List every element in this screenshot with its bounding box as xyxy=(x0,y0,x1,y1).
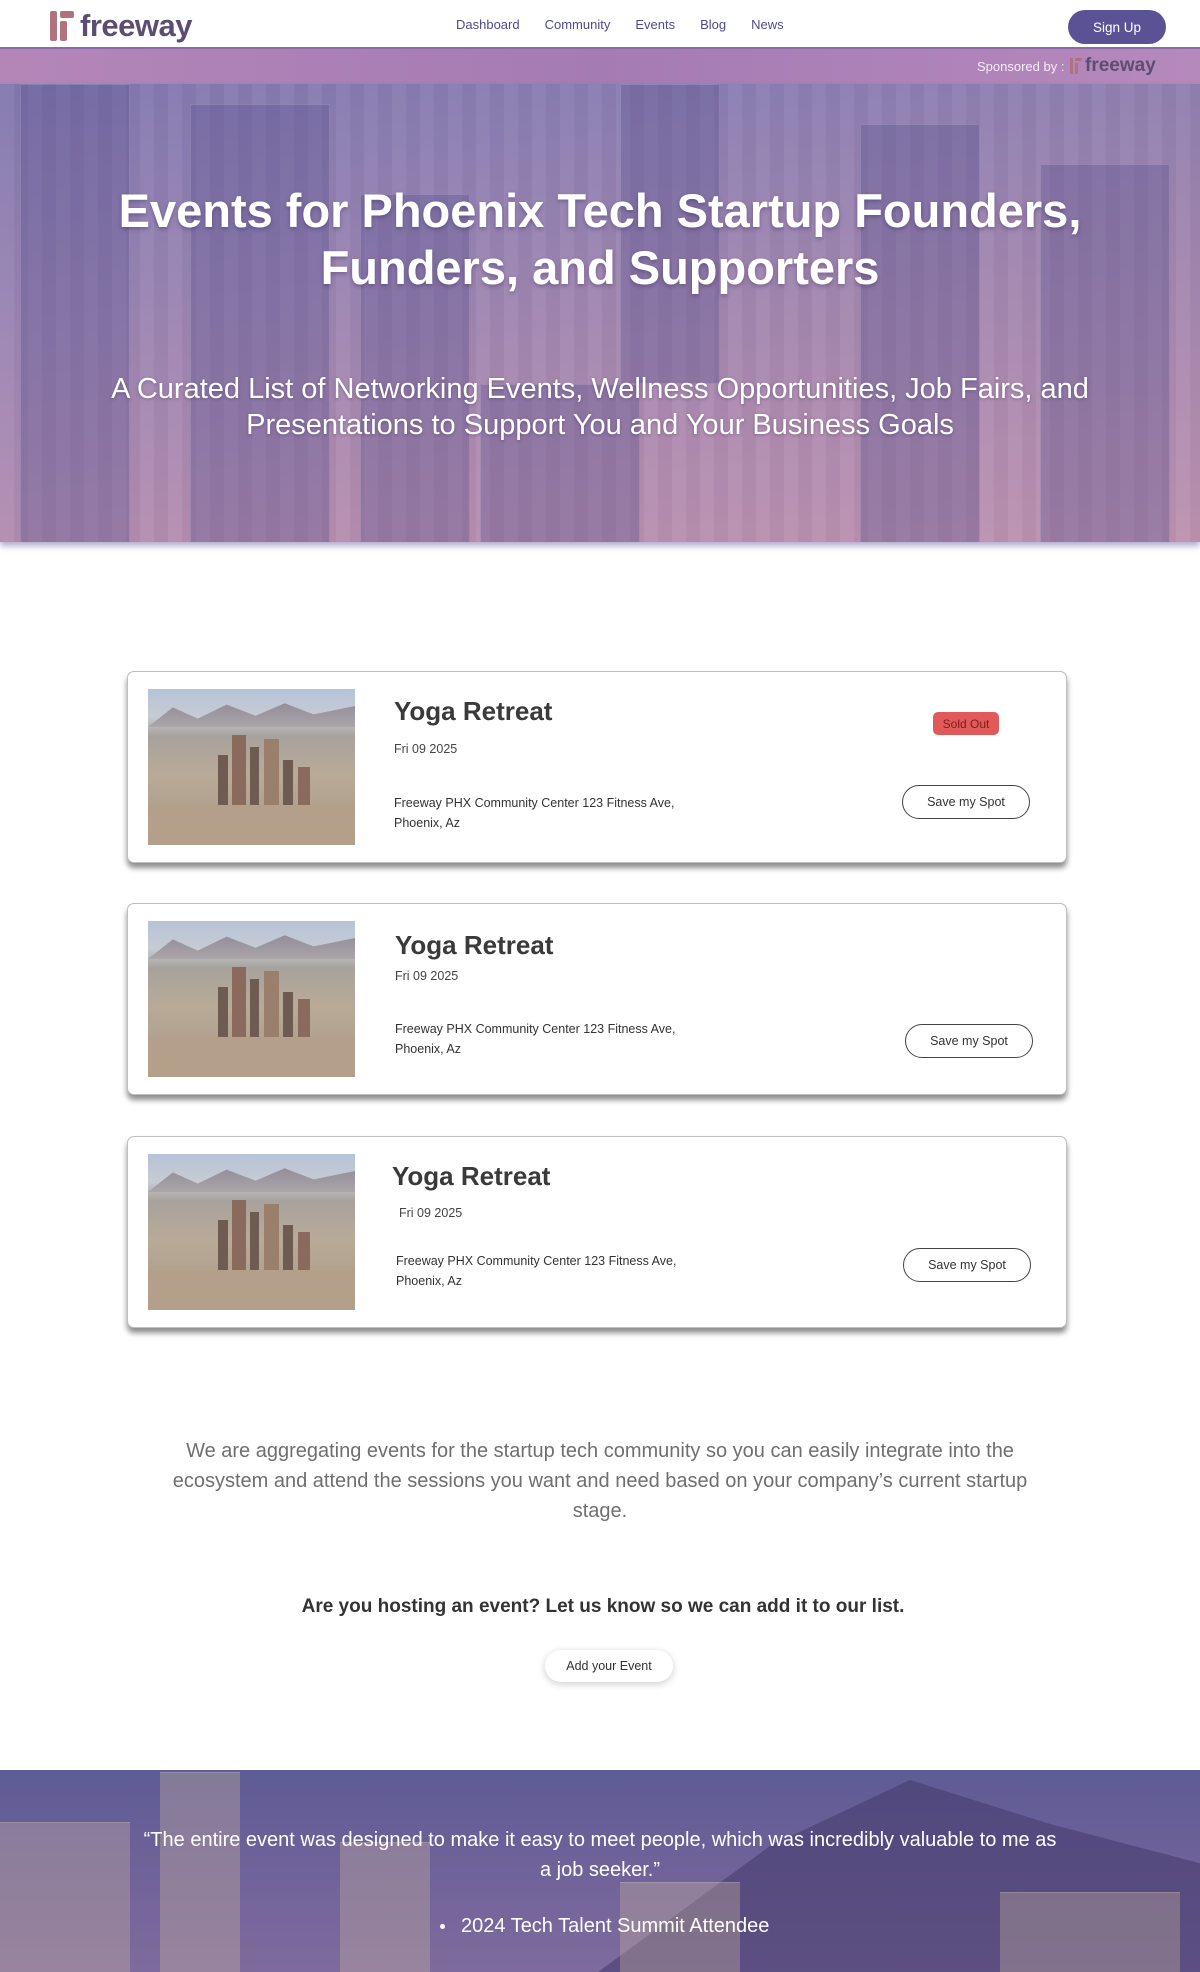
nav-news[interactable]: News xyxy=(751,17,784,32)
testimonial-section xyxy=(0,1770,1200,1972)
host-prompt: Are you hosting an event? Let us know so we can add it to our list. xyxy=(301,1596,905,1617)
event-title: Yoga Retreat xyxy=(392,1161,551,1191)
freeway-logo-icon xyxy=(50,11,74,41)
save-my-spot-button[interactable]: Save my Spot xyxy=(903,1248,1031,1282)
nav-events[interactable]: Events xyxy=(635,17,676,32)
event-card[interactable] xyxy=(127,671,1067,863)
event-card[interactable] xyxy=(127,903,1067,1095)
hero-subtitle: A Curated List of Networking Events, Wellness Opportunities, Job Fairs, and Presentations to Support You and Your Business Goals xyxy=(111,373,1089,441)
event-image xyxy=(148,921,355,1077)
testimonial-quote: “The entire event was designed to make it easy to meet people, which was incredibly valuable to me as a job seeker.” xyxy=(143,1829,1057,1881)
nav-community[interactable]: Community xyxy=(544,17,611,32)
event-date: Fri 09 2025 xyxy=(394,742,458,756)
sponsor-bar xyxy=(0,49,1200,84)
event-date: Fri 09 2025 xyxy=(395,969,459,983)
testimonial-attribution xyxy=(440,1915,769,1938)
hero-banner xyxy=(0,84,1200,542)
hero-title: Events for Phoenix Tech Startup Founders, Funders, and Supporters xyxy=(118,184,1082,294)
brand-name: freeway xyxy=(80,8,192,43)
event-title: Yoga Retreat xyxy=(395,930,554,960)
sponsor-logo[interactable] xyxy=(1070,55,1156,77)
nav-blog[interactable]: Blog xyxy=(700,17,727,32)
add-event-button[interactable]: Add your Event xyxy=(545,1650,673,1682)
save-my-spot-button[interactable]: Save my Spot xyxy=(905,1024,1033,1058)
nav-links xyxy=(456,17,784,32)
event-address: Freeway PHX Community Center 123 Fitness Ave, Phoenix, Az xyxy=(394,796,675,830)
event-date: Fri 09 2025 xyxy=(399,1206,463,1220)
nav-dashboard[interactable]: Dashboard xyxy=(456,17,520,32)
bullet-icon xyxy=(440,1924,445,1929)
event-title: Yoga Retreat xyxy=(394,696,553,726)
top-nav xyxy=(0,0,1200,49)
event-card[interactable] xyxy=(127,1136,1067,1328)
attribution-text: 2024 Tech Talent Summit Attendee xyxy=(461,1915,770,1937)
event-image xyxy=(148,1154,355,1310)
sponsor-name: freeway xyxy=(1085,55,1156,76)
sold-out-badge: Sold Out xyxy=(933,712,999,735)
about-text: We are aggregating events for the startup tech community so you can easily integrate into the ecosystem and attend the sessions you want and need based on your company’s current startup stage. xyxy=(172,1440,1028,1522)
freeway-logo[interactable] xyxy=(50,8,192,44)
sign-up-button[interactable]: Sign Up xyxy=(1068,10,1166,44)
sponsor-label: Sponsored by : xyxy=(977,59,1065,74)
event-image xyxy=(148,689,355,845)
save-my-spot-button[interactable]: Save my Spot xyxy=(902,785,1030,819)
event-address: Freeway PHX Community Center 123 Fitness Ave, Phoenix, Az xyxy=(396,1254,677,1288)
event-address: Freeway PHX Community Center 123 Fitness Ave, Phoenix, Az xyxy=(395,1022,676,1056)
freeway-logo-icon xyxy=(1070,58,1082,74)
